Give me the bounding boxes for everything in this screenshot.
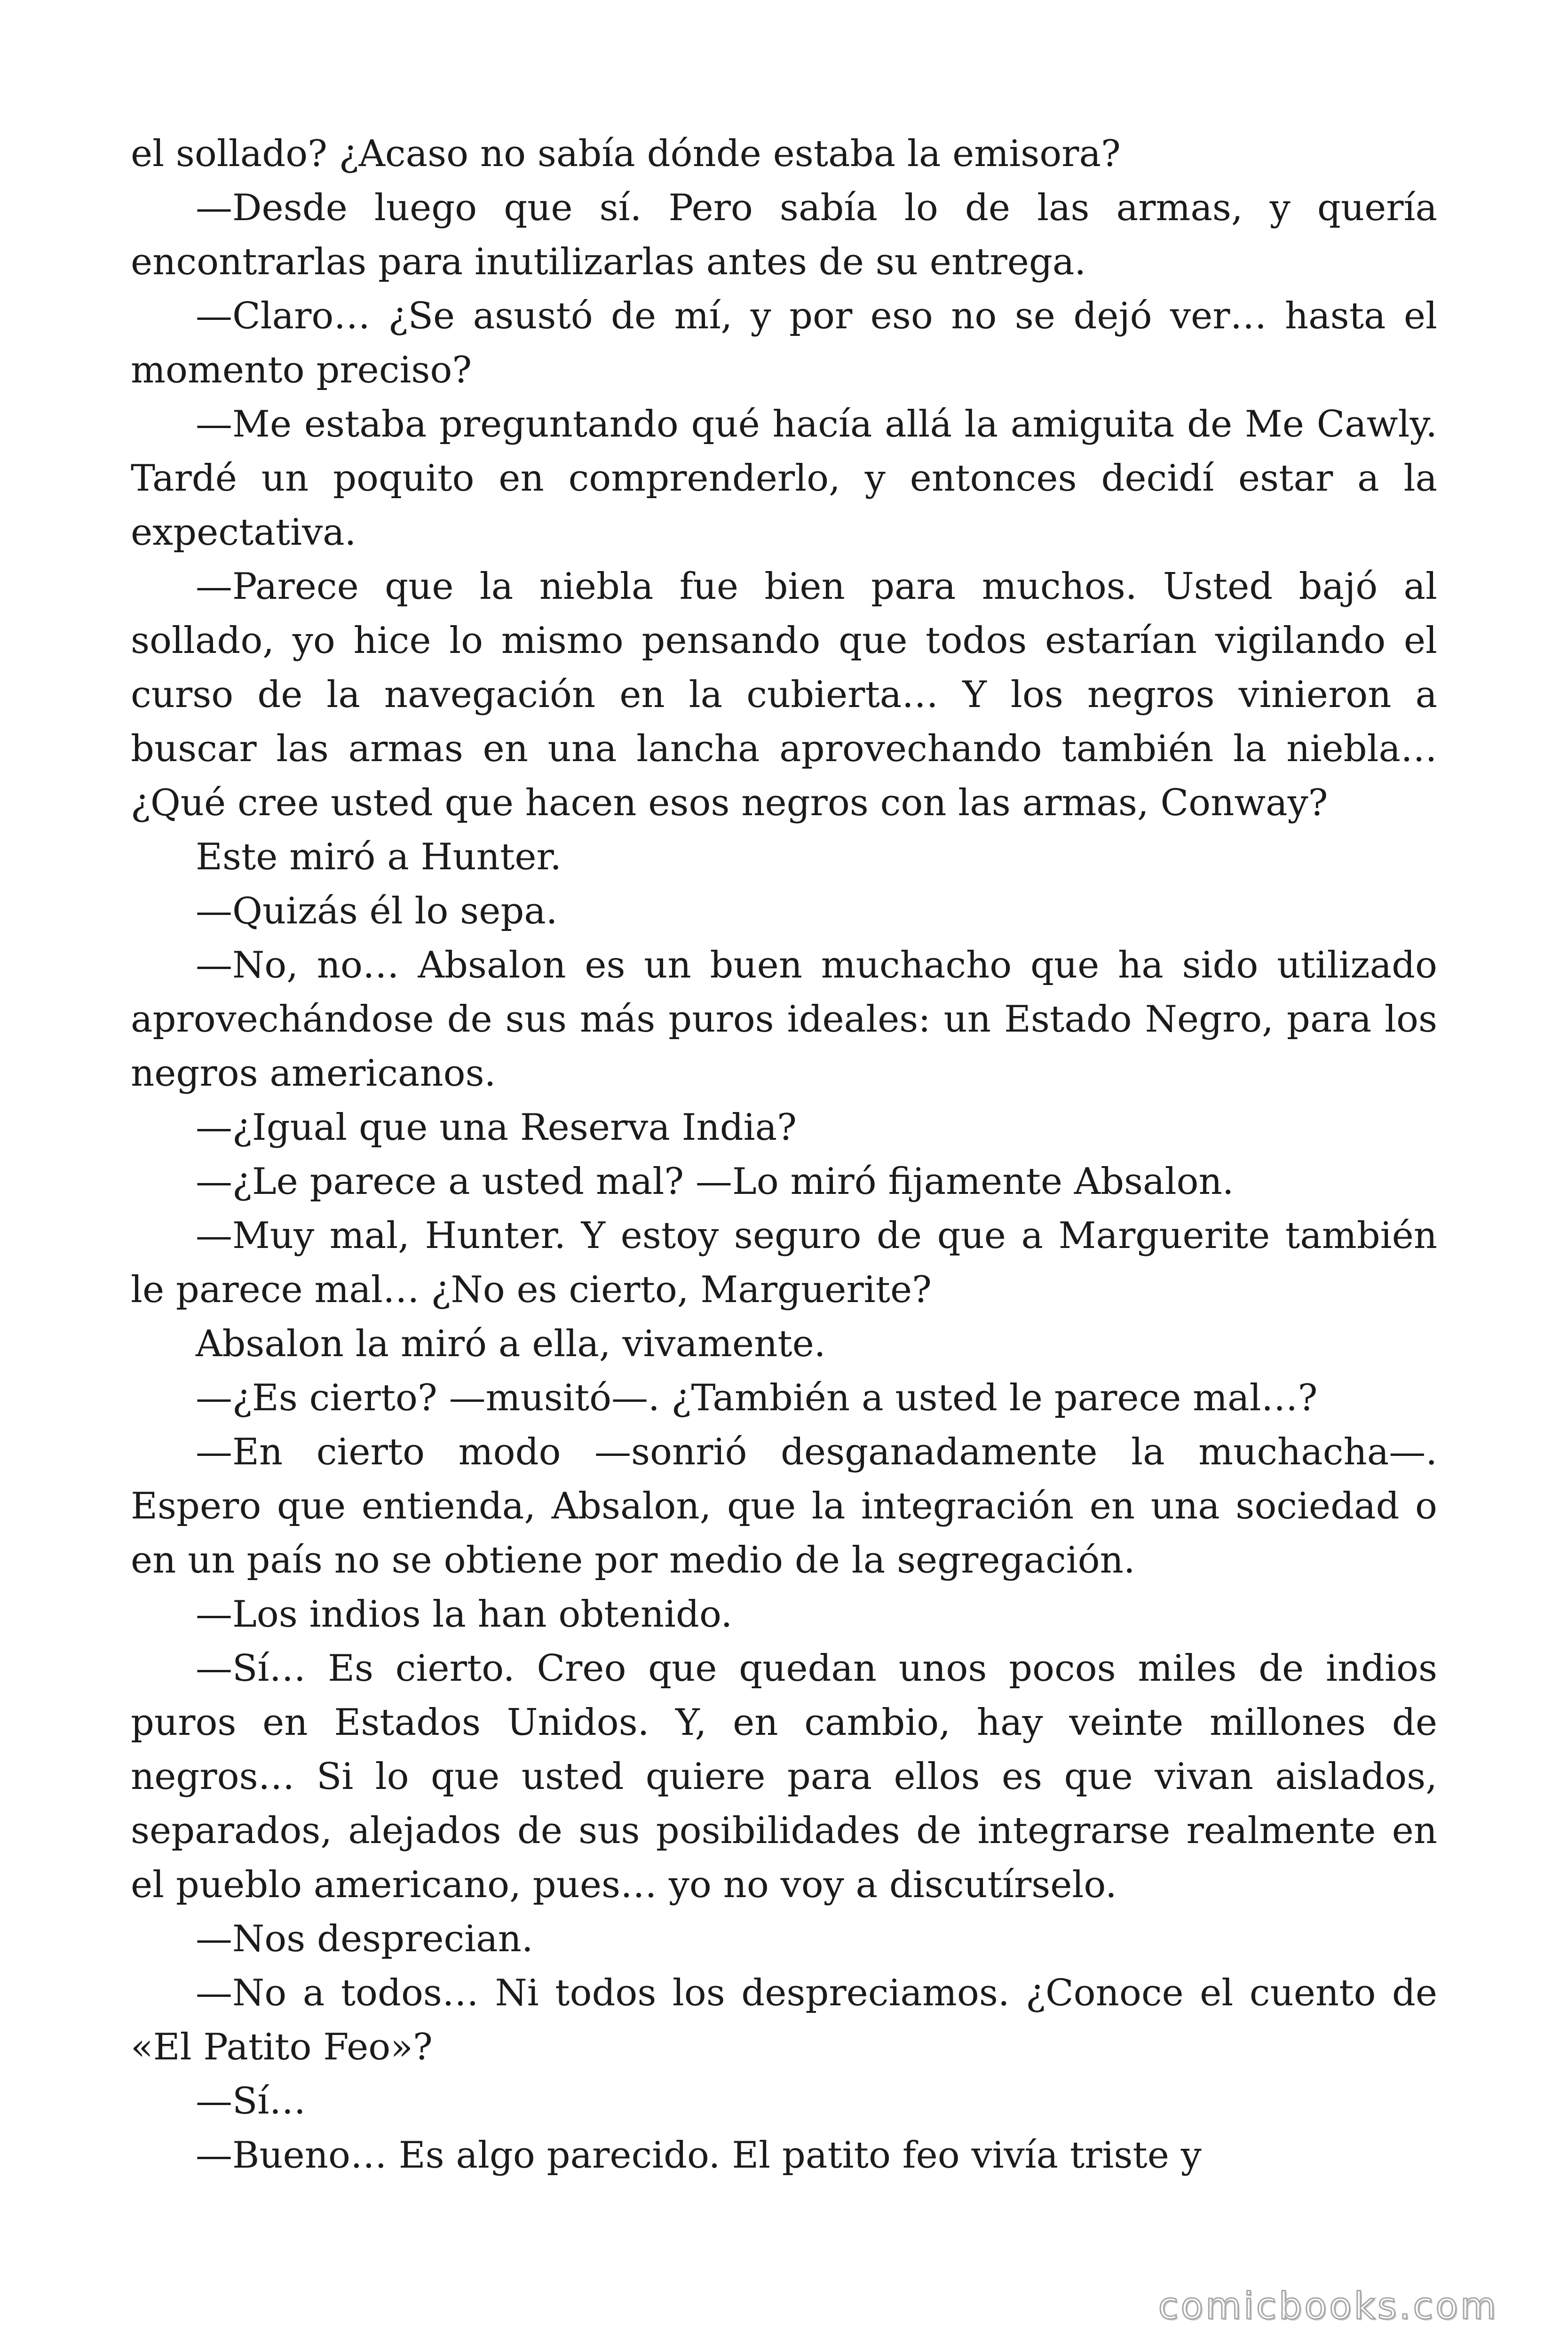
paragraph-13: —¿Es cierto? —musitó—. ¿También a usted le parece mal…? <box>196 1377 1318 1419</box>
paragraph-19: —Sí… <box>196 2080 306 2122</box>
paragraph-18: —No a todos… Ni todos los despreciamos. ¿Conoce el cuento de «El Patito Feo»? <box>131 1972 1437 2068</box>
paragraph-2: —Desde luego que sí. Pero sabía lo de las armas, y quería encontrarlas para inutilizarlas antes de su entrega. <box>131 187 1437 283</box>
paragraph-6: Este miró a Hunter. <box>196 836 562 878</box>
paragraph-5: —Parece que la niebla fue bien para muchos. Usted bajó al sollado, yo hice lo mismo pensando que todos estarían vigilando el curso de la navegación en la cubierta… Y los negros vinieron a buscar las armas en una lancha aprovechando también la niebla… ¿Qué cree usted que hacen esos negros con las armas, Conway? <box>131 565 1437 824</box>
watermark-logo: comicbooks.com <box>1158 2285 1498 2328</box>
paragraph-11: —Muy mal, Hunter. Y estoy seguro de que a Marguerite también le parece mal… ¿No es cierto, Marguerite? <box>131 1215 1437 1311</box>
paragraph-17: —Nos desprecian. <box>196 1918 533 1960</box>
paragraph-1: el sollado? ¿Acaso no sabía dónde estaba la emisora? <box>131 133 1121 175</box>
paragraph-3: —Claro… ¿Se asustó de mí, y por eso no se dejó ver… hasta el momento preciso? <box>131 295 1437 391</box>
paragraph-7: —Quizás él lo sepa. <box>196 890 558 932</box>
paragraph-12: Absalon la miró a ella, vivamente. <box>196 1323 826 1365</box>
paragraph-10: —¿Le parece a usted mal? —Lo miró fijamente Absalon. <box>196 1160 1234 1203</box>
paragraph-14: —En cierto modo —sonrió desganadamente la muchacha—. Espero que entienda, Absalon, que la integración en una sociedad o en un país no se obtiene por medio de la segregación. <box>131 1431 1437 1581</box>
page-text <box>131 127 1437 2183</box>
paragraph-16: —Sí… Es cierto. Creo que quedan unos pocos miles de indios puros en Estados Unidos. Y, en cambio, hay veinte millones de negros… Si lo que usted quiere para ellos es que vivan aislados, separados, alejados de sus posibilidades de integrarse realmente en el pueblo americano, pues… yo no voy a discutírselo. <box>131 1647 1437 1906</box>
paragraph-8: —No, no… Absalon es un buen muchacho que ha sido utilizado aprovechándose de sus más puros ideales: un Estado Negro, para los negros americanos. <box>131 944 1437 1095</box>
paragraph-4: —Me estaba preguntando qué hacía allá la amiguita de Me Cawly. Tardé un poquito en comprenderlo, y entonces decidí estar a la expectativa. <box>131 403 1437 554</box>
paragraph-20: —Bueno… Es algo parecido. El patito feo vivía triste y <box>196 2134 1202 2177</box>
paragraph-9: —¿Igual que una Reserva India? <box>196 1106 797 1149</box>
paragraph-15: —Los indios la han obtenido. <box>196 1593 733 1636</box>
